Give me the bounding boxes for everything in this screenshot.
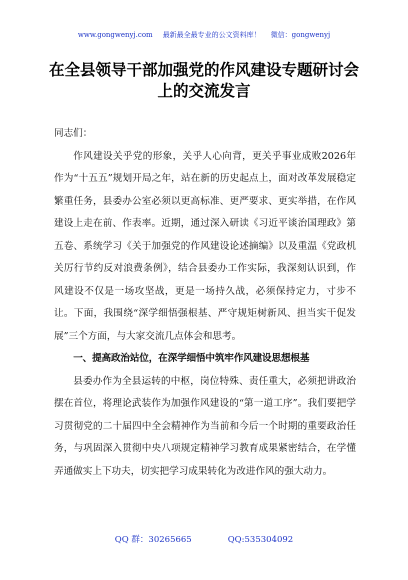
intro-paragraph: 作风建设关乎党的形象，关乎人心向背，更关乎事业成败2026年作为“十五五”规划开局之年，站在新的历史起点上，面对改革发展稳定繁重任务，县委办公室必须以更高标准、更严要求、更实举措，在作风建设上走在前、作表率。近期，通过深入研读《习近平谈治国理政》第五卷、系统学习《关于加强党的作风建设论述摘编》以及重温《党政机关厉行节约反对浪费条例》，结合县委办工作实际，我深刻认识到，作风建设不仅是一场攻坚战，更是一场持久战，必须保持定力，寸步不让。下面，我围绕“深学细悟强根基、严守规矩树新风、担当实干促发展”三个方面，与大家交流几点体会和思考。 (54, 150, 356, 342)
header-slogan: 最新最全最专业的公文资料库！ (162, 31, 261, 39)
page-header (0, 30, 408, 40)
header-site-link[interactable]: www.gongwenyj.com (77, 31, 153, 39)
salutation: 同志们： (54, 128, 93, 139)
footer-qq: QQ:535304092 (227, 535, 294, 545)
footer-qq-group: QQ 群：30265665 (114, 535, 192, 545)
document-body (54, 123, 356, 483)
header-wechat: 微信：gongwenyj (270, 31, 331, 39)
page-footer (0, 533, 408, 545)
document-title: 在全县领导干部加强党的作风建设专题研讨会上的交流发言 (48, 61, 359, 100)
section-heading-1: 一、提高政治站位，在深学细悟中筑牢作风建设思想根基 (73, 353, 310, 364)
section-1-paragraph: 县委办作为全县运转的中枢，岗位特殊、责任重大，必须把讲政治摆在首位，将理论武装作为加强作风建设的“第一道工序”。我们要把学习贯彻党的二十届四中全会精神作为当前和今后一个时期的重要政治任务，与巩固深入贯彻中央八项规定精神学习教育成果紧密结合，在学懂弄通做实上下功夫，切实把学习成果转化为改进作风的强大动力。 (54, 375, 356, 477)
